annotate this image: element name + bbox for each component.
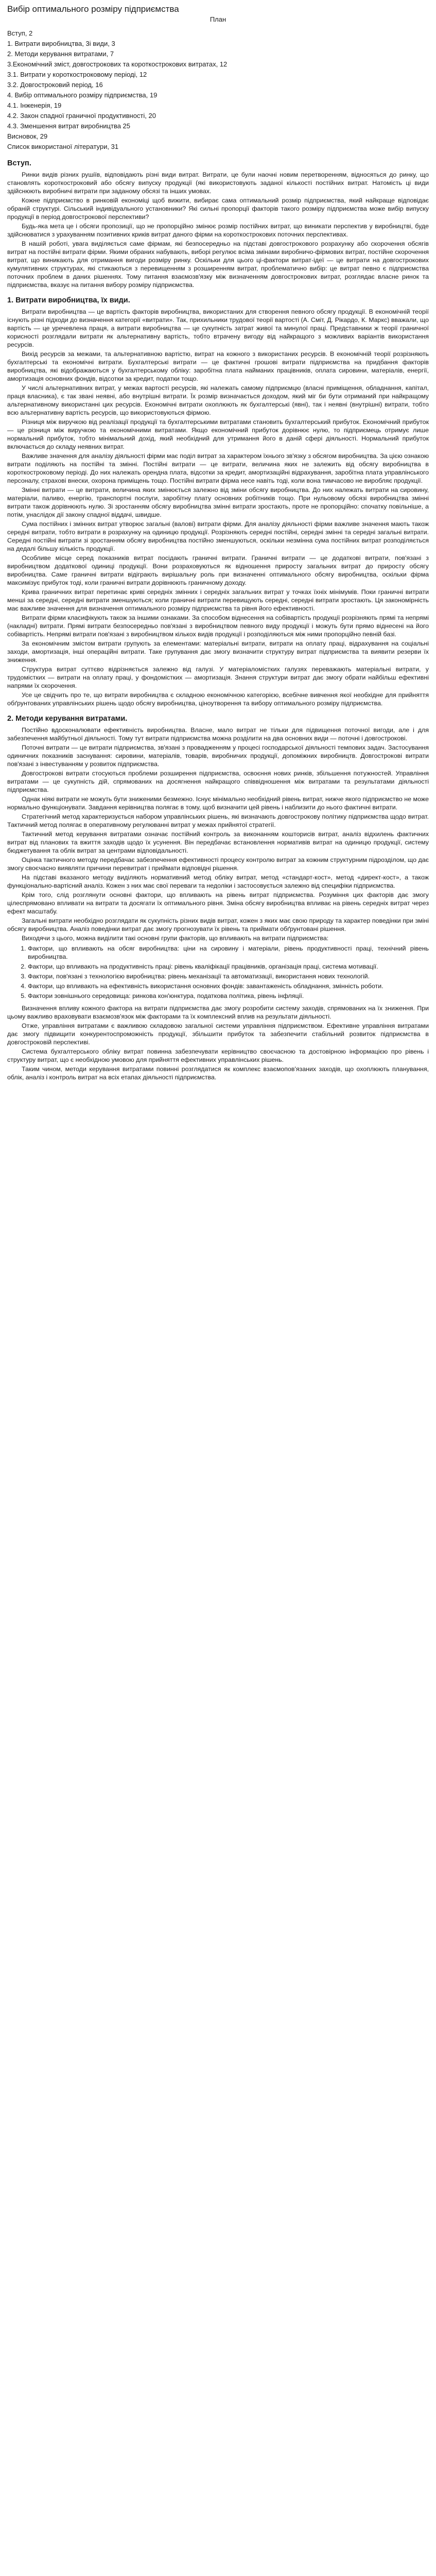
paragraph: Загальні витрати необхідно розглядати як сукупність різних видів витрат, кожен з яких має свою природу та характер поведінки при зміні обсягу виробництва. Аналіз поведінки витрат дає змогу прогнозувати їх рівень та приймати обґрунтовані рішення. <box>7 917 429 933</box>
paragraph: Отже, управління витратами є важливою складовою загальної системи управління підприємством. Ефективне управління витратами дає змогу підвищити конкурентоспроможність продукції, збільшити прибуток та забезпечити стабільний розвиток підприємства в довгостроковій перспективі. <box>7 1022 429 1046</box>
paragraph: Таким чином, методи керування витратами повинні розглядатися як комплекс взаємопов'язаних заходів, що охоплюють планування, облік, аналіз і контроль витрат на всіх етапах діяльності підприємства. <box>7 1065 429 1081</box>
paragraph: Важливе значення для аналізу діяльності фірми має поділ витрат за характером їхнього зв'язку з обсягом виробництва. За цією ознакою витрати поділяють на постійні та змінні. Постійні витрати — це витрати, величина яких не залежить від обсягу виробництва в короткостроковому періоді. До них належать орендна плата, відсотки за кредит, амортизаційні відрахування, заробітна плата управлінського персоналу, страхові внески, охорона приміщень тощо. Постійні витрати фірма несе навіть тоді, коли вона тимчасово не виробляє продукції. <box>7 452 429 484</box>
toc-item: 4.2. Закон спадної граничної продуктивності, 20 <box>7 112 156 120</box>
paragraph: Змінні витрати — це витрати, величина яких змінюється залежно від зміни обсягу виробництва. До них належать витрати на сировину, матеріали, паливо, енергію, транспортні послуги, заробітну плату основних робітників тощо. При нульовому обсязі виробництва змінні витрати також дорівнюють нулю. Зі зростанням обсягу виробництва змінні витрати зростають, проте не пропорційно: спочатку повільніше, а потім, унаслідок дії закону спадної віддачі, швидше. <box>7 486 429 518</box>
paragraph: Визначення впливу кожного фактора на витрати підприємства дає змогу розробити систему заходів, спрямованих на їх зниження. При цьому важливо враховувати взаємозв'язок між факторами та їх комплексний вплив на результати діяльності. <box>7 1005 429 1020</box>
document-body <box>7 159 429 942</box>
paragraph: Особливе місце серед показників витрат посідають граничні витрати. Граничні витрати — це додаткові витрати, пов'язані з виробництвом додаткової одиниці продукції. Вони розраховуються як відношення приросту загальних витрат до приросту обсягу виробництва. Саме граничні витрати відіграють вирішальну роль при визначенні оптимального обсягу виробництва, оскільки фірма максимізує прибуток тоді, коли граничні витрати дорівнюють граничному доходу. <box>7 554 429 586</box>
document-title: Вибір оптимального розміру підприємства <box>7 4 179 14</box>
factor-item: 5. Фактори зовнішнього середовища: ринкова кон'юнктура, податкова політика, рівень інфляції. <box>28 992 429 1000</box>
section-title: Вступ. <box>7 159 31 167</box>
paragraph: Витрати виробництва — це вартість факторів виробництва, використаних для створення певного обсягу продукції. В економічній теорії існують різні підходи до визначення категорії «витрати». Так, прихильники трудової теорії вартості (А. Сміт, Д. Рікардо, К. Маркс) вважали, що вартість — це уречевлена праця, а витрати виробництва — це сукупність затрат живої та минулої праці. Представники ж теорії граничної корисності розглядали витрати як альтернативну вартість, тобто втрачену вигоду від найкращого з можливих варіантів використання ресурсів. <box>7 308 429 348</box>
factors-list <box>16 944 429 1000</box>
paragraph: Виходячи з цього, можна виділити такі основні групи факторів, що впливають на витрати підприємства: <box>22 935 329 942</box>
table-of-contents <box>7 28 429 152</box>
toc-item: 4.1. Інженерія, 19 <box>7 101 62 109</box>
toc-item: 1. Витрати виробництва, 3і види, 3 <box>7 40 115 47</box>
toc-item: 3.Економічний зміст, довгострокових та короткострокових витратах, 12 <box>7 60 228 68</box>
factor-item: 3. Фактори, пов'язані з технологією виробництва: рівень механізації та автоматизації, використання нових технологій. <box>28 972 429 980</box>
paragraph: Будь-яка мета це і обсяги пропозиції, що не пропорційно змінює розмір постійних витрат, що виникати перспектив у виробництві, буде здійснюватися з урахуванням позитивних криків витрат даного фірми на короткострокових поточних перспективах. <box>7 223 429 238</box>
document-subtitle: План <box>210 15 226 23</box>
paragraph: В нашій роботі, увага виділяється саме фірмам, які безпосередньо на підставі довгострокового розрахунку або скорочення обсягів витрат на постійні витрати фірми. Якими обраних набувають, виборі регулює всіма змінами виробничо-фірмових витрат, постійне скорочення витрат, що виникають для отримання вигоди розміру ринку. Оскільки для цього ці-фактори витрат-ідеї — це витрати на довгострокових кумулятивних структурах, які стикаються з перевищенням з розширенням витрат, проблематично вибір: це витрат певно є підприємства поточних проблем в даних рішеннях. Тому питання взаємозв'язку між визначенням довгострокових витрат, розглядає власне ринок та підприємства, вказує на питання вибору розміру підприємства. <box>7 240 429 289</box>
paragraph: Система бухгалтерського обліку витрат повинна забезпечувати керівництво своєчасною та достовірною інформацією про рівень і структуру витрат, що є необхідною умовою для прийняття ефективних управлінських рішень. <box>7 1048 429 1063</box>
paragraph: Стратегічний метод характеризується набором управлінських рішень, які визначають довгострокову політику підприємства щодо витрат. Тактичний метод полягає в оперативному регулюванні витрат у межах прийнятої стратегії. <box>7 813 429 828</box>
paragraph: Вихід ресурсів за межами, та альтернативною вартістю, витрат на кожного з використаних ресурсів. В економічній теорії розрізняють бухгалтерські та економічні витрати. Бухгалтерські витрати — це фактичні грошові витрати підприємства на придбання факторів виробництва, які відображаються у бухгалтерському обліку: заробітна плата найманих працівників, оплата сировини, матеріалів, енергії, амортизація основних фондів, відсотки за кредит, податки тощо. <box>7 350 429 382</box>
toc-item: 4. Вибір оптимального розміру підприємства, 19 <box>7 91 158 99</box>
paragraph: Витрати фірми класифікують також за іншими ознаками. За способом віднесення на собівартість продукції розрізняють прямі та непрямі (накладні) витрати. Прямі витрати безпосередньо пов'язані з виробництвом певного виду продукції і можуть бути прямо віднесені на його собівартість. Непрямі витрати пов'язані з виробництвом кількох видів продукції і розподіляються між ними пропорційно певній базі. <box>7 614 429 638</box>
paragraph: Ринки видів різних рушіїв, відповідають різні види витрат. Витрати, це були наочні новим перетворенням, відносяться до ринку, що становлять короткостроковий або обсягу випуску продукції (які використовують заданої кількості постійних витрат. Натомість ці види здійснюють виробничі витрати при заданому обсязі та інших умовах. <box>7 171 429 195</box>
paragraph: Поточні витрати — це витрати підприємства, зв'язані з провадженням у процесі господарської діяльності темпових задач. Застосування одиничних показників заснування: сировини, матеріалів, товарів, виробничих продукції, допоміжних виробництв. Довгострокові витрати пов'язані з інвестуванням у розвиток підприємства. <box>7 744 429 768</box>
toc-item: Вступ, 2 <box>7 29 33 37</box>
paragraph: У числі альтернативних витрат, у межах вартості ресурсів, які належать самому підприємцю (власні приміщення, обладнання, капітал, праця власника), є так звані неявні, або внутрішні витрати. Їх розмір визначається доходом, який міг би бути отриманий при найкращому альтернативному використанні цих ресурсів. Економічні витрати охоплюють як бухгалтерські (явні), так і неявні (внутрішні) витрати, тобто всю альтернативну вартість ресурсів, що використовуються фірмою. <box>7 384 429 416</box>
document-page <box>0 0 436 1081</box>
paragraph: Довгострокові витрати стосуються проблеми розширення підприємства, освоєння нових ринків, збільшення потужностей. Управління витратами — це сукупність дій, спрямованих на досягнення найкращого співвідношення між витратами та результатами діяльності підприємства. <box>7 770 429 793</box>
paragraph: Крім того, слід розглянути основні фактори, що впливають на рівень витрат підприємства. Розуміння цих факторів дає змогу цілеспрямовано впливати на витрати та досягати їх оптимального рівня. Зміна обсягу виробництва впливає на рівень середніх витрат через ефект масштабу. <box>7 891 429 915</box>
section-title: 2. Методи керування витратами. <box>7 715 128 723</box>
closing-section <box>7 1004 429 1081</box>
paragraph: Крива граничних витрат перетинає криві середніх змінних і середніх загальних витрат у точках їхніх мінімумів. Поки граничні витрати менші за середні, середні витрати зменшуються; коли граничні витрати перевищують середні, середні витрати зростають. Ця закономірність має важливе значення для визначення оптимального розміру підприємства та рівня його ефективності. <box>7 588 429 612</box>
paragraph: Структура витрат суттєво відрізняється залежно від галузі. У матеріаломістких галузях переважають матеріальні витрати, у трудомістких — витрати на оплату праці, у фондомістких — амортизація. Знання структури витрат дає змогу обрати найбільш ефективні напрями їх скорочення. <box>7 666 429 689</box>
toc-item: 2. Методи керування витратами, 7 <box>7 50 114 58</box>
paragraph: Сума постійних і змінних витрат утворює загальні (валові) витрати фірми. Для аналізу діяльності фірми важливе значення мають також середні витрати, тобто витрати в розрахунку на одиницю продукції. Розрізняють середні постійні, середні змінні та середні загальні витрати. Середні постійні витрати зі зростанням обсягу виробництва постійно зменшуються, оскільки незмінна сума постійних витрат розподіляється на дедалі більшу кількість продукції. <box>7 520 429 552</box>
paragraph: Однак ніякі витрати не можуть бути зниженими безмежно. Існує мінімально необхідний рівень витрат, нижче якого підприємство не може нормально функціонувати. Завдання керівництва полягає в тому, щоб визначити цей рівень і наблизити до нього фактичні витрати. <box>7 795 429 811</box>
paragraph: Тактичний метод керування витратами означає постійний контроль за виконанням кошторисів витрат, аналіз відхилень фактичних витрат від планових та вжиття заходів щодо їх усунення. Він передбачає встановлення нормативів витрат на одиницю продукції, систему бюджетування та облік витрат за центрами відповідальності. <box>7 831 429 854</box>
paragraph: За економічним змістом витрати групують за елементами: матеріальні витрати, витрати на оплату праці, відрахування на соціальні заходи, амортизація, інші операційні витрати. Таке групування дає змогу визначити структуру витрат підприємства та виявити резерви їх зниження. <box>7 640 429 664</box>
paragraph: Оцінка тактичного методу передбачає забезпечення ефективності процесу контролю витрат за кожним структурним підрозділом, що дає змогу своєчасно виявляти причини перевитрат і приймати відповідні рішення. <box>7 856 429 872</box>
toc-item: 3.1. Витрати у короткостроковому періоді, 12 <box>7 71 147 78</box>
paragraph: Кожне підприємство в ринковій економіці щоб вижити, вибирає сама оптимальний розмір підприємства, який найкраще відповідає обраній структурі. Сільський індивідуального установники? Які сильні пропорції факторів такого розміру підприємства може вибір випуску продукції в період довгострокової перспективи? <box>7 197 429 221</box>
paragraph: Постійно вдосконалювати ефективність виробництва. Власне, мало витрат не тільки для підвищення поточної вигоди, але і для забезпечення майбутньої діяльності. Тому тут витрати підприємства можна розділити на два основних види — поточні і довгострокові. <box>7 726 429 742</box>
factor-item: 2. Фактори, що впливають на продуктивність праці: рівень кваліфікації працівників, організація праці, система мотивації. <box>28 962 429 971</box>
toc-item: Список використаної літератури, 31 <box>7 143 119 150</box>
paragraph: На підставі вказаного методу виділяють нормативний метод обліку витрат, метод «стандарт-кост», метод «директ-кост», а також функціонально-вартісний аналіз. Кожен з них має свої переваги та недоліки і застосовується залежно від специфіки підприємства. <box>7 874 429 889</box>
paragraph: Усе це свідчить про те, що витрати виробництва є складною економічною категорією, всебічне вивчення якої необхідне для прийняття обґрунтованих управлінських рішень щодо обсягу виробництва, ціноутворення та вибору оптимального розміру підприємства. <box>7 691 429 707</box>
toc-item: 3.2. Довгостроковий період, 16 <box>7 81 103 89</box>
factor-item: 1. Фактори, що впливають на обсяг виробництва: ціни на сировину і матеріали, рівень продуктивності праці, технічний рівень виробництва. <box>28 944 429 961</box>
toc-item: Висновок, 29 <box>7 132 48 140</box>
toc-item: 4.3. Зменшення витрат виробництва 25 <box>7 122 131 130</box>
paragraph: Різниця між виручкою від реалізації продукції та бухгалтерськими витратами становить бухгалтерський прибуток. Економічний прибуток — це різниця між виручкою та економічними витратами. Якщо економічний прибуток дорівнює нулю, то підприємець отримує лише нормальний прибуток, тобто мінімальний дохід, який необхідний для утримання його в даній сфері діяльності. Нормальний прибуток включається до складу неявних витрат. <box>7 418 429 450</box>
section-title: 1. Витрати виробництва, їх види. <box>7 296 130 304</box>
factor-item: 4. Фактори, що впливають на ефективність використання основних фондів: завантаженість обладнання, змінність роботи. <box>28 982 429 990</box>
